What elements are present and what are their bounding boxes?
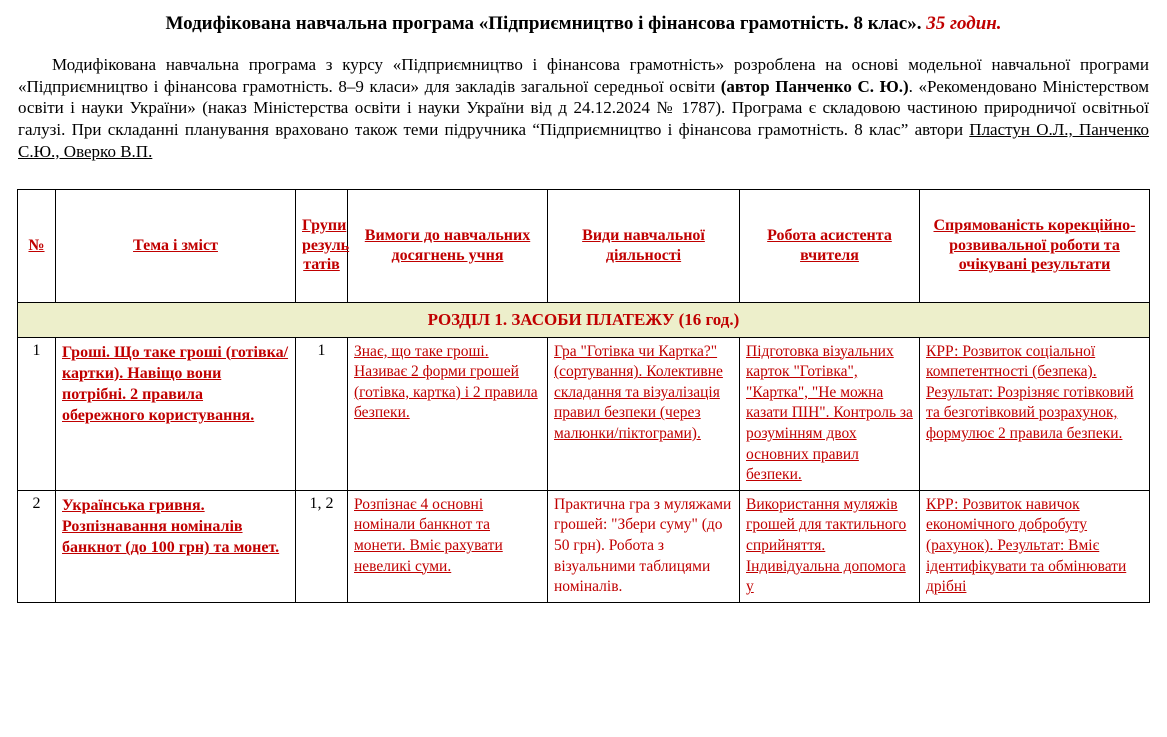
section-label: РОЗДІЛ 1. ЗАСОБИ ПЛАТЕЖУ (16 год.) [18, 302, 1150, 337]
page-title-hours: 35 годин. [926, 13, 1002, 34]
header-theme: Тема і зміст [56, 189, 296, 302]
table-body [18, 302, 1150, 602]
intro-textbook-authors: Пластун О.Л., Панченко С.Ю., Оверко В.П. [18, 120, 1149, 161]
row-group: 1, 2 [296, 490, 348, 602]
intro-text-a: Модифікована навчальна програма з курсу «Підприємництво і фінансова грамотність» розроблена на основі модельної навчальної програми «Підприємництво і фінансова грамотність. 8–9 класи» для закладів загальної середньої освіти [18, 54, 1149, 96]
row-correction: КРР: Розвиток навичок економічного добробуту (рахунок). Результат: Вміє ідентифікувати та обмінювати дрібні [920, 490, 1150, 602]
program-table [17, 189, 1150, 603]
table-head [18, 189, 1150, 302]
row-activities: Гра "Готівка чи Картка?" (сортування). Колективне складання та візуалізація правил безпеки (через малюнки/піктограми). [548, 337, 740, 490]
row-activities: Практична гра з муляжами грошей: "Збери суму" (до 50 грн). Робота з візуальними таблицями номіналів. [548, 490, 740, 602]
page-title-main: Модифікована навчальна програма «Підприємництво і фінансова грамотність. 8 клас». [165, 13, 922, 34]
header-activities: Види навчальної діяльності [548, 189, 740, 302]
page-title [24, 12, 1143, 36]
header-requirements: Вимоги до навчальних досягнень учня [348, 189, 548, 302]
row-group: 1 [296, 337, 348, 490]
row-theme: Українська гривня. Розпізнавання номіналів банкнот (до 100 грн) та монет. [56, 490, 296, 602]
row-num: 1 [18, 337, 56, 490]
row-requirements: Знає, що таке гроші. Називає 2 форми грошей (готівка, картка) і 2 правила безпеки. [348, 337, 548, 490]
row-num: 2 [18, 490, 56, 602]
row-requirements: Розпізнає 4 основні номінали банкнот та монети. Вміє рахувати невеликі суми. [348, 490, 548, 602]
header-num: № [18, 189, 56, 302]
section-header-row [18, 302, 1150, 337]
row-correction: КРР: Розвиток соціальної компетентності (безпека). Результат: Розрізняє готівковий та безготівковий розрахунок, формулює 2 правила безпеки. [920, 337, 1150, 490]
intro-author: (автор Панченко С. Ю.) [720, 76, 909, 96]
table-row [18, 490, 1150, 602]
table-row [18, 337, 1150, 490]
document-page [0, 12, 1167, 737]
intro-paragraph [18, 54, 1149, 163]
header-correction: Спрямованість корекційно-розвивальної роботи та очікувані результати [920, 189, 1150, 302]
intro-text-b: . «Рекомендовано Міністерством освіти і науки України» (наказ Міністерства освіти і науки України від д 24.12.2024 № 1787). Програма є складовою частиною природничої освітньої галузі. При складанні планування враховано також теми підручника “Підприємництво і фінансова грамотність. 8 клас” автори [18, 76, 1149, 139]
row-theme: Гроші. Що таке гроші (готівка/картки). Навіщо вони потрібні. 2 правила обережного користування. [56, 337, 296, 490]
table-header-row [18, 189, 1150, 302]
header-group: Групи резуль татів [296, 189, 348, 302]
row-assistant: Підготовка візуальних карток "Готівка", "Картка", "Не можна казати ПІН". Контроль за розумінням двох основних правил безпеки. [740, 337, 920, 490]
row-assistant: Використання муляжів грошей для тактильного сприйняття. Індивідуальна допомога у [740, 490, 920, 602]
header-assistant: Робота асистента вчителя [740, 189, 920, 302]
